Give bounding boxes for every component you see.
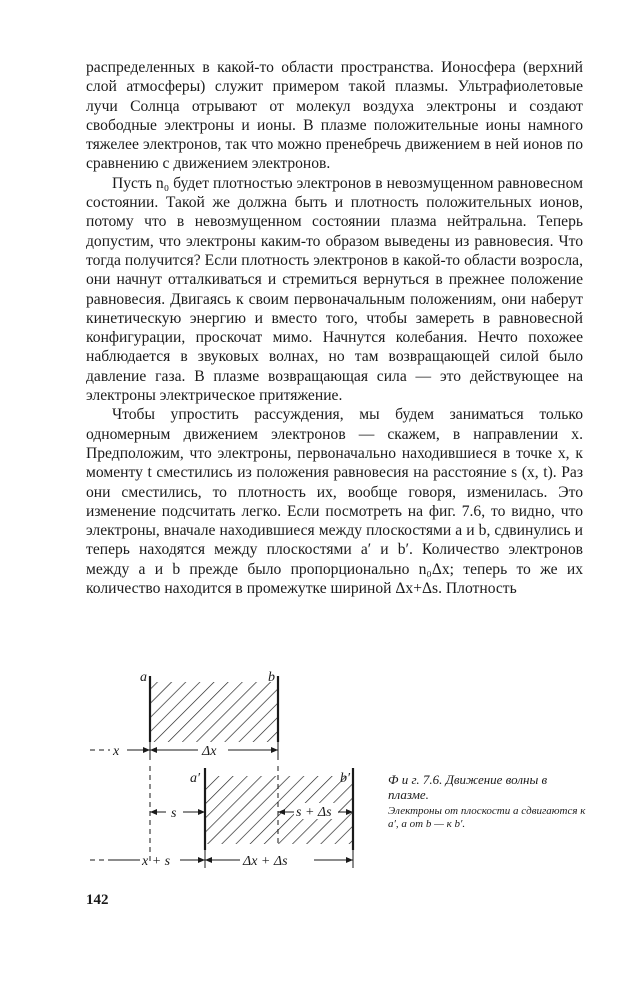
slab-original <box>150 682 278 742</box>
label-s-plus-ds: s + Δs <box>296 805 332 820</box>
paragraph-2: Пусть n₀ будет плотностью электронов в невозмущенном равновесном состоянии. Такой же должна быть и плотность положительных ионов, потому что в невозмущенном состоянии плазма нейтральна. Теперь допустим, что электроны каким-то образом выведены из равновесия. Что тогда получится? Если плотность электронов в какой-то области возросла, они начнут отталкиваться и стремиться вернуться в прежнее положение равновесия. Двигаясь к своим первоначальным положениям, они наберут кинетическую энергию и вместо того, чтобы замереть в равновесной конфигурации, проскочат мимо. Начнутся колебания. Нечто похожее наблюдается в звуковых волнах, но там возвращающей силой было давление газа. В плазме возвращающая сила — это действующее на электроны электрическое притяжение. <box>86 174 583 405</box>
figure-7-6 <box>80 660 370 875</box>
body-text <box>86 58 583 598</box>
page-number: 142 <box>86 892 109 908</box>
label-x: x <box>113 744 120 759</box>
caption-title: Ф и г. 7.6. Движение волны в плазме. <box>388 772 548 802</box>
label-b-prime: b′ <box>340 771 351 786</box>
paragraph-3: Чтобы упростить рассуждения, мы будем заниматься только одномерным движением электронов — скажем, в направлении x. Предположим, что электроны, первоначально находившиеся в точке x, к моменту t сместились из положения равновесия на расстояние s (x, t). Раз они сместились, то плотность их, вообще говоря, изменилась. Это изменение подсчитать легко. Если посмотреть на фиг. 7.6, то видно, что электроны, вначале находившиеся между плоскостями a и b, сдвинулись и теперь находятся между плоскостями a′ и b′. Количество электронов между a и b прежде было пропорционально n₀Δx; теперь то же их количество находится в промежутке шириной Δx+Δs. Плотность <box>86 406 583 598</box>
label-s: s <box>171 806 177 821</box>
figure-diagram <box>80 660 370 875</box>
label-dx-plus-ds: Δx + Δs <box>243 854 288 869</box>
paragraph-1: распределенных в какой-то области пространства. Ионосфера (верхний слой атмосферы) служит примером такой плазмы. Ультрафиолетовые лучи Солнца отрывают от молекул воздуха электроны и создают свободные электроны и ионы. В плазме положительные ионы намного тяжелее электронов, так что можно пренебречь движением в ней ионов по сравнению с движением электронов. <box>86 59 583 173</box>
caption-description: Электроны от плоскости a сдвигаются к a′, а от b — к b′. <box>388 805 586 830</box>
label-b: b <box>268 670 275 685</box>
label-a: a <box>140 670 147 685</box>
figure-caption <box>388 772 588 831</box>
label-dx: Δx <box>202 744 217 759</box>
label-x-plus-s: x + s <box>142 854 171 869</box>
label-a-prime: a′ <box>190 771 201 786</box>
